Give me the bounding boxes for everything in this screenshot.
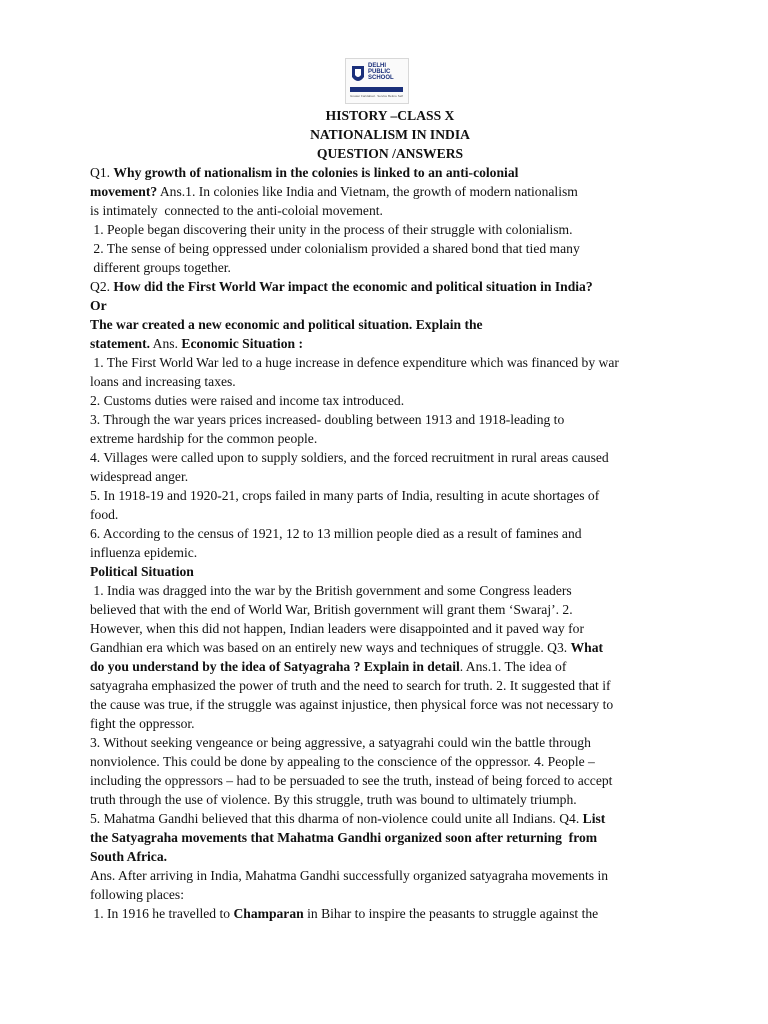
text-run: 1. The First World War led to a huge increase in defence expenditure which was financed by war (90, 355, 619, 370)
bold-run: Political Situation (90, 564, 194, 579)
text-line (90, 220, 690, 239)
bold-run: What (570, 640, 604, 655)
text-run: different groups together. (90, 260, 231, 275)
text-line (90, 524, 690, 543)
text-line (90, 239, 690, 258)
text-run: including the oppressors – had to be persuaded to see the truth, instead of being forced to accept (90, 773, 613, 788)
text-run: widespread anger. (90, 469, 189, 484)
text-line (90, 182, 690, 201)
text-run: food. (90, 507, 119, 522)
text-run: 2. Customs duties were raised and income tax introduced. (90, 393, 405, 408)
bold-run: do you understand by the idea of Satyagraha ? Explain in detail (90, 659, 460, 674)
document-page (90, 106, 690, 923)
text-run: following places: (90, 887, 185, 902)
text-run: Ans. (150, 336, 182, 351)
text-run: Gandhian era which was based on an entirely new ways and techniques of struggle. Q3. (90, 640, 571, 655)
text-line (90, 714, 690, 733)
text-line (90, 334, 690, 353)
text-run: . Ans.1. The idea of (459, 659, 567, 674)
text-run: 1. People began discovering their unity in the process of their struggle with colonialism. (90, 222, 573, 237)
text-run: 6. According to the census of 1921, 12 to 13 million people died as a result of famines and (90, 526, 582, 541)
text-line (90, 315, 690, 334)
text-run: Q2. (90, 279, 114, 294)
title-subject: HISTORY –CLASS X (325, 108, 455, 123)
bold-run: Economic Situation : (181, 336, 303, 351)
text-line (90, 543, 690, 562)
text-run: However, when this did not happen, Indian leaders were disappointed and it paved way for (90, 621, 584, 636)
text-line (90, 505, 690, 524)
text-line (90, 258, 690, 277)
bold-run: the Satyagraha movements that Mahatma Gandhi organized soon after returning from (90, 830, 598, 845)
text-line (90, 277, 690, 296)
text-line (90, 429, 690, 448)
text-line (90, 847, 690, 866)
document-body (90, 163, 690, 923)
text-line (90, 467, 690, 486)
text-line (90, 733, 690, 752)
text-line (90, 619, 690, 638)
text-run: Ans. After arriving in India, Mahatma Gandhi successfully organized satyagraha movements in (90, 868, 609, 883)
text-line (90, 486, 690, 505)
text-run: loans and increasing taxes. (90, 374, 236, 389)
text-run: 2. The sense of being oppressed under colonialism provided a shared bond that tied many (90, 241, 580, 256)
text-run: Q1. (90, 165, 114, 180)
bold-run: movement? (90, 184, 158, 199)
bold-run: The war created a new economic and political situation. Explain the (90, 317, 483, 332)
text-line (90, 391, 690, 410)
text-run: 1. In 1916 he travelled to (90, 906, 234, 921)
text-line (90, 790, 690, 809)
text-line (90, 410, 690, 429)
text-run: believed that with the end of World War, British government will grant them ‘Swaraj’. 2. (90, 602, 573, 617)
text-line (90, 885, 690, 904)
logo-motto: Greater Faridabad · Service Before Self (350, 94, 403, 98)
text-line (90, 695, 690, 714)
text-run: satyagraha emphasized the power of truth and the need to search for truth. 2. It suggested that if (90, 678, 611, 693)
text-line (90, 372, 690, 391)
crest-icon (351, 65, 365, 85)
text-run: 4. Villages were called upon to supply soldiers, and the forced recruitment in rural areas caused (90, 450, 609, 465)
bold-run: Or (90, 298, 107, 313)
text-run: truth through the use of violence. By this struggle, truth was bound to ultimately triumph. (90, 792, 577, 807)
text-line (90, 809, 690, 828)
logo-band (350, 87, 403, 92)
text-run: 5. Mahatma Gandhi believed that this dharma of non-violence could unite all Indians. Q4. (90, 811, 583, 826)
logo-text: DELHI PUBLIC SCHOOL (368, 63, 394, 81)
bold-run: Champaran (233, 906, 304, 921)
text-run: nonviolence. This could be done by appealing to the conscience of the oppressor. 4. People – (90, 754, 595, 769)
text-line (90, 201, 690, 220)
text-run: extreme hardship for the common people. (90, 431, 318, 446)
text-line (90, 296, 690, 315)
text-run: 1. India was dragged into the war by the British government and some Congress leaders (90, 583, 572, 598)
text-run: is intimately connected to the anti-coloial movement. (90, 203, 383, 218)
text-line (90, 448, 690, 467)
text-line (90, 562, 690, 581)
title-type: QUESTION /ANSWERS (316, 146, 464, 161)
text-line (90, 676, 690, 695)
text-line (90, 866, 690, 885)
text-line (90, 904, 690, 923)
text-run: in Bihar to inspire the peasants to struggle against the (303, 906, 599, 921)
title-chapter: NATIONALISM IN INDIA (310, 127, 470, 142)
text-line (90, 581, 690, 600)
text-line (90, 638, 690, 657)
text-line (90, 657, 690, 676)
text-line (90, 771, 690, 790)
school-logo (345, 58, 409, 104)
bold-run: List (582, 811, 606, 826)
text-run: Ans.1. In colonies like India and Vietnam, the growth of modern nationalism (157, 184, 578, 199)
text-run: influenza epidemic. (90, 545, 198, 560)
bold-run: How did the First World War impact the economic and political situation in India? (113, 279, 593, 294)
text-run: 3. Without seeking vengeance or being aggressive, a satyagrahi could win the battle through (90, 735, 591, 750)
bold-run: Why growth of nationalism in the colonies is linked to an anti-colonial (113, 165, 519, 180)
text-line (90, 828, 690, 847)
text-line (90, 353, 690, 372)
text-run: 3. Through the war years prices increased- doubling between 1913 and 1918-leading to (90, 412, 565, 427)
text-line (90, 163, 690, 182)
bold-run: South Africa. (90, 849, 168, 864)
text-run: the cause was true, if the struggle was against injustice, then physical force was not necessary to (90, 697, 614, 712)
text-run: 5. In 1918-19 and 1920-21, crops failed in many parts of India, resulting in acute shortages of (90, 488, 600, 503)
text-line (90, 752, 690, 771)
text-run: fight the oppressor. (90, 716, 195, 731)
bold-run: statement. (90, 336, 151, 351)
text-line (90, 600, 690, 619)
